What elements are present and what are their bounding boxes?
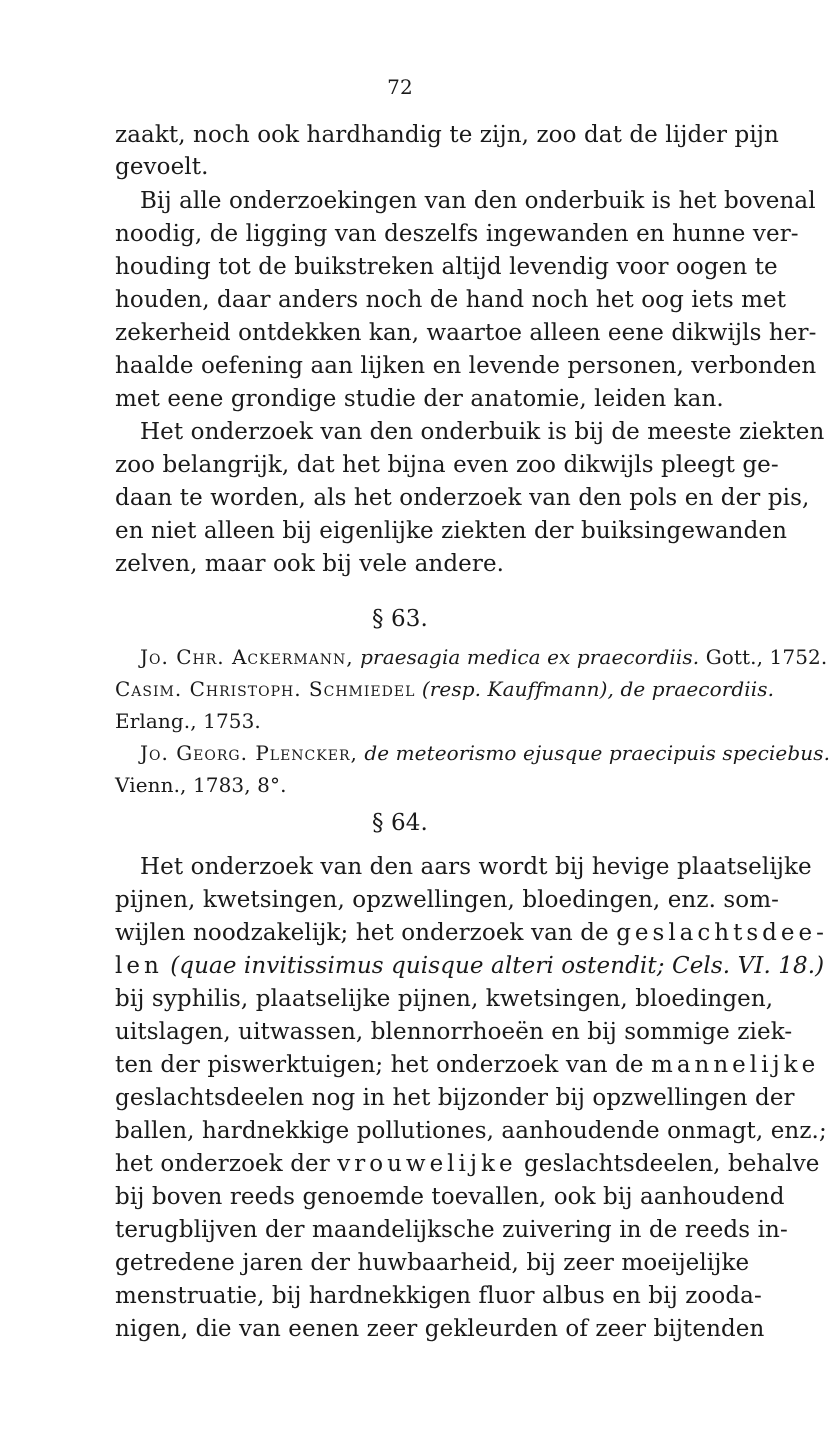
text-line (115, 1149, 820, 1179)
ref-title: de meteorismo ejusque praecipuis speciebus. (364, 741, 830, 765)
text-line: terugblijven der maandelijksche zuivering in de reeds in- (115, 1217, 788, 1243)
spaced-term: mannelijke (651, 1052, 820, 1078)
text-segment: geslachtsdeelen, behalve (516, 1151, 820, 1177)
spaced-term: geslachtsdee- (616, 920, 828, 946)
text-line: daan te worden, als het onderzoek van den pols en der pis, (115, 485, 810, 511)
text-line: Bij alle onderzoekingen van den onderbuik is het bovenal (140, 188, 816, 214)
text-line: haalde oefening aan lijken en levende personen, verbonden (115, 353, 817, 379)
ref-author: Jo. Chr. Ackermann, (140, 645, 354, 669)
reference-line (140, 738, 830, 768)
reference-line (115, 674, 785, 704)
ref-publication: Gott., 1752. (705, 645, 828, 669)
text-line: menstruatie, bij hardnekkigen fluor albus en bij zooda- (115, 1283, 762, 1309)
text-line (115, 951, 825, 981)
ref-title: de praecordiis. (620, 677, 775, 701)
ref-respondent: (resp. Kauffmann), (421, 677, 614, 701)
text-line: zelven, maar ook bij vele andere. (115, 551, 505, 577)
latin-quote: (quae invitissimus quisque alteri ostendit; Cels. VI. 18.) (162, 953, 825, 979)
reference-line: Erlang., 1753. (115, 709, 261, 733)
page-number: 72 (387, 75, 413, 99)
section-heading: § 64. (372, 810, 428, 836)
text-line: met eene grondige studie der anatomie, leiden kan. (115, 386, 724, 412)
text-line (115, 918, 828, 948)
text-segment: wijlen noodzakelijk; het onderzoek van de (115, 920, 617, 946)
spaced-term: vrouwelijke (337, 1151, 517, 1177)
text-line: bij boven reeds genoemde toevallen, ook bij aanhoudend (115, 1184, 785, 1210)
reference-line: Vienn., 1783, 8°. (115, 773, 287, 797)
text-line: zoo belangrijk, dat het bijna even zoo dikwijls pleegt ge- (115, 452, 779, 478)
text-line (115, 1050, 820, 1080)
text-line: gevoelt. (115, 154, 209, 180)
text-line: pijnen, kwetsingen, opzwellingen, bloedingen, enz. som- (115, 887, 780, 913)
text-line: getredene jaren der huwbaarheid, bij zeer moeijelijke (115, 1250, 750, 1276)
text-line: uitslagen, uitwassen, blennorrhoeën en bij sommige ziek- (115, 1019, 793, 1045)
text-line: geslachtsdeelen nog in het bijzonder bij opzwellingen der (115, 1085, 795, 1111)
text-line: bij syphilis, plaatselijke pijnen, kwetsingen, bloedingen, (115, 986, 774, 1012)
text-line: zekerheid ontdekken kan, waartoe alleen eene dikwijls her- (115, 320, 817, 346)
reference-line (140, 642, 828, 672)
text-line: nigen, die van eenen zeer gekleurden of zeer bijtenden (115, 1316, 765, 1342)
ref-author: Casim. Christoph. Schmiedel (115, 677, 416, 701)
section-heading: § 63. (372, 606, 428, 632)
ref-author: Jo. Georg. Plencker, (140, 741, 358, 765)
text-line: Het onderzoek van den aars wordt bij hevige plaatselijke (140, 854, 812, 880)
text-line: ballen, hardnekkige pollutiones, aanhoudende onmagt, enz.; (115, 1118, 827, 1144)
text-segment: het onderzoek der (115, 1151, 338, 1177)
text-line: Het onderzoek van den onderbuik is bij de meeste ziekten (140, 419, 825, 445)
text-line: houden, daar anders noch de hand noch het oog iets met (115, 287, 787, 313)
text-line: en niet alleen bij eigenlijke ziekten der buiksingewanden (115, 518, 788, 544)
ref-title: praesagia medica ex praecordiis. (360, 645, 700, 669)
text-line: houding tot de buikstreken altijd levendig voor oogen te (115, 254, 778, 280)
text-line: zaakt, noch ook hardhandig te zijn, zoo dat de lijder pijn (115, 122, 779, 148)
text-line: noodig, de ligging van deszelfs ingewanden en hunne ver- (115, 221, 799, 247)
spaced-term: len (115, 953, 163, 979)
text-segment: ten der piswerktuigen; het onderzoek van de (115, 1052, 652, 1078)
